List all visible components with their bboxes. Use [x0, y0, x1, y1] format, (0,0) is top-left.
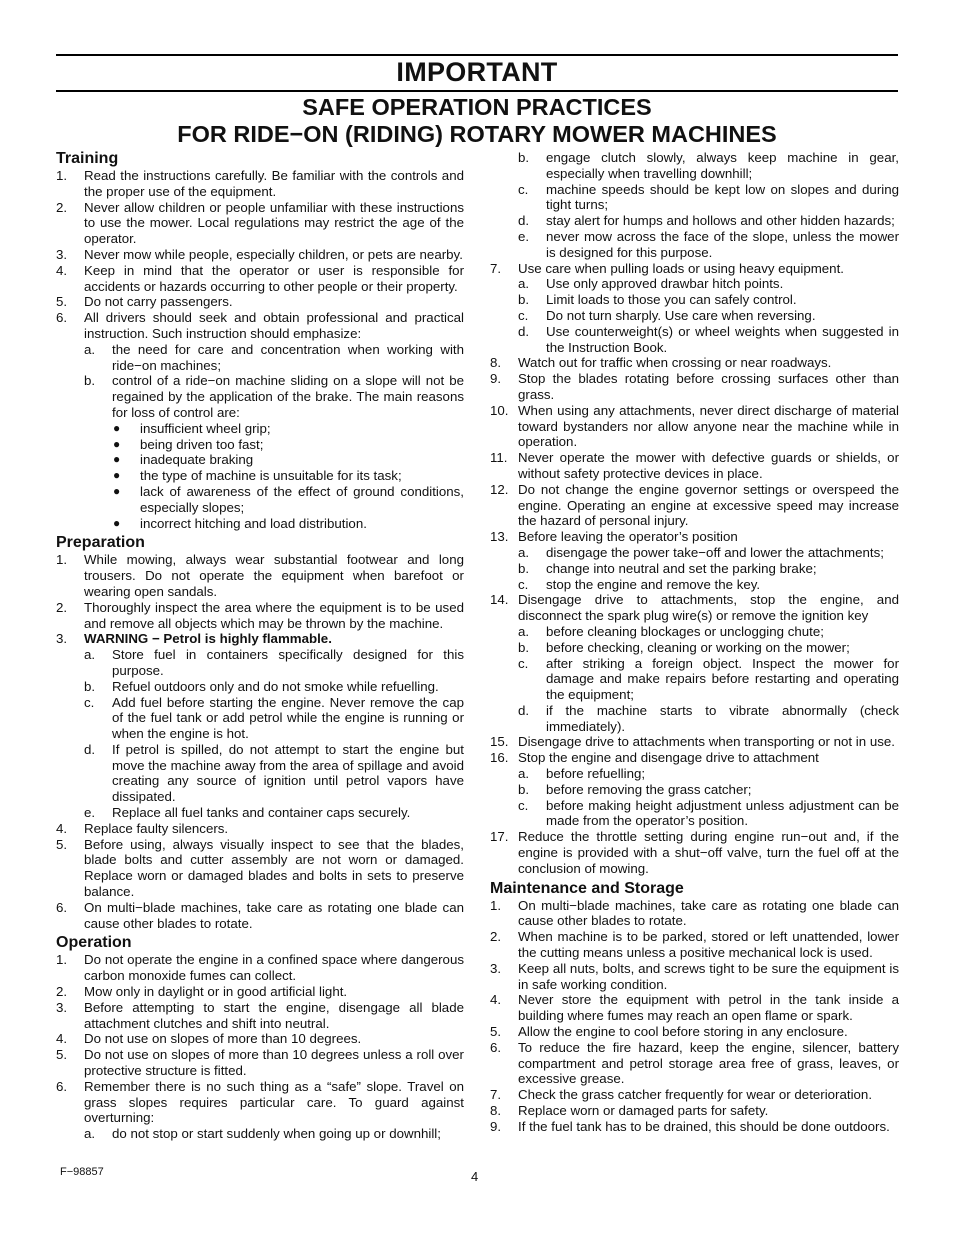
list-item: 2. Thoroughly inspect the area where the equipment is to be used and remove all objects which may be thrown by the machine. — [56, 599, 464, 631]
document-code: F−98857 — [60, 1166, 104, 1178]
bullet-item: ● being driven too fast; — [113, 436, 264, 452]
list-item: 5. Before using, always visually inspect to see that the blades, blade bolts and cutter assembly are not worn or damaged. Replace worn or damaged blades and bolts in sets to preserve balance. — [56, 836, 464, 900]
section-heading-maintenance: Maintenance and Storage — [490, 879, 684, 897]
list-item: 5. Do not carry passengers. — [56, 294, 233, 310]
list-item: 2. When machine is to be parked, stored or left unattended, lower the cutting means unless a positive mechanical lock is used. — [490, 929, 899, 961]
title-line-2: FOR RIDE−ON (RIDING) ROTARY MOWER MACHINES — [177, 121, 777, 147]
list-item: 3. WARNING − Petrol is highly flammable. — [56, 631, 332, 647]
maintenance-list — [490, 898, 899, 1135]
sub-item: b. before checking, cleaning or working on the mower; — [518, 639, 850, 655]
sub-item: a. Use only approved drawbar hitch points. — [518, 276, 784, 292]
bullet-icon: ● — [113, 483, 121, 498]
sub-item: b. Limit loads to those you can safely control. — [518, 292, 797, 308]
bullet-item: ● insufficient wheel grip; — [113, 420, 271, 436]
bullet-item: ● incorrect hitching and load distribution. — [113, 515, 367, 531]
list-item: 3. Before attempting to start the engine, disengage all blade attachment clutches and shift into neutral. — [56, 999, 464, 1031]
sub-item: d. If petrol is spilled, do not attempt to start the engine but move the machine away from the area of spillage and avoid creating any source of ignition until petrol vapors have dissipated. — [84, 741, 464, 805]
list-item: 1. Do not operate the engine in a confined space where dangerous carbon monoxide fumes can collect. — [56, 952, 464, 984]
page-title — [56, 94, 898, 148]
list-item: 16. Stop the engine and disengage drive to attachment — [490, 750, 819, 766]
section-heading-operation: Operation — [56, 934, 132, 952]
training-list — [56, 168, 464, 531]
list-item: 9. If the fuel tank has to be drained, this should be done outdoors. — [490, 1118, 890, 1134]
preparation-list — [56, 552, 464, 931]
bullet-item: ● lack of awareness of the effect of ground conditions, especially slopes; — [113, 483, 464, 515]
list-item: 4. Do not use on slopes of more than 10 degrees. — [56, 1031, 362, 1047]
list-item: 6. Remember there is no such thing as a “safe” slope. Travel on grass slopes requires particular care. To guard against overturning: — [56, 1078, 464, 1126]
petrol-warning: WARNING − Petrol is highly flammable. — [84, 631, 332, 647]
page-number: 4 — [471, 1169, 479, 1184]
important-heading: IMPORTANT — [396, 57, 558, 87]
sub-item: c. before making height adjustment unless adjustment can be made from the operator’s position. — [518, 797, 899, 829]
sub-item: c. machine speeds should be kept low on slopes and during tight turns; — [518, 181, 899, 213]
section-heading-training: Training — [56, 150, 119, 167]
bullet-item: ● inadequate braking — [113, 452, 254, 468]
bullet-icon: ● — [113, 420, 121, 435]
list-item: 1. Read the instructions carefully. Be familiar with the controls and the proper use of the equipment. — [56, 168, 464, 199]
list-item: 5. Do not use on slopes of more than 10 degrees unless a roll over protective structure is fitted. — [56, 1047, 464, 1079]
list-item: 6. All drivers should seek and obtain professional and practical instruction. Such instruction should emphasize: — [56, 310, 464, 341]
operation-list — [56, 952, 464, 1142]
list-item: 7. Use care when pulling loads or using heavy equipment. — [490, 260, 844, 276]
sub-item: c. stop the engine and remove the key. — [518, 576, 761, 592]
list-item: 14. Disengage drive to attachments, stop the engine, and disconnect the spark plug wire(s) or remove the ignition key — [490, 592, 899, 624]
bullet-icon: ● — [113, 468, 121, 483]
right-column — [490, 150, 899, 1135]
sub-item: e. never mow across the face of the slope, unless the mower is designed for this purpose. — [518, 228, 899, 260]
operation-list-continued — [490, 150, 899, 877]
list-item: 4. Never store the equipment with petrol in the tank inside a building where fumes may reach an open flame or spark. — [490, 992, 899, 1024]
sub-item: d. if the machine starts to vibrate abnormally (check immediately). — [518, 702, 899, 734]
section-heading-preparation: Preparation — [56, 534, 145, 552]
list-item: 10. When using any attachments, never direct discharge of material toward bystanders nor allow anyone near the machine while in operation. — [490, 402, 899, 450]
list-item: 7. Check the grass catcher frequently for wear or deterioration. — [490, 1087, 873, 1103]
bullet-icon: ● — [113, 515, 121, 530]
list-item: 4. Keep in mind that the operator or user is responsible for accidents or hazards occurring to other people or their property. — [56, 262, 464, 294]
heading-rule — [56, 90, 898, 92]
sub-item: b. control of a ride−on machine sliding on a slope will not be regained by the application of the brake. The main reasons for loss of control are: — [84, 373, 464, 420]
sub-item: d. stay alert for humps and hollows and other hidden hazards; — [518, 213, 895, 229]
title-line-1: SAFE OPERATION PRACTICES — [302, 94, 652, 120]
list-item: 15. Disengage drive to attachments when transporting or not in use. — [490, 734, 895, 750]
list-item: 3. Keep all nuts, bolts, and screws tight to be sure the equipment is in safe working condition. — [490, 960, 899, 992]
list-item: 11. Never operate the mower with defective guards or shields, or without safety protective devices in place. — [490, 450, 899, 481]
list-item: 6. To reduce the fire hazard, keep the engine, silencer, battery compartment and petrol storage area free of grass, leaves, or excessive grease. — [490, 1039, 899, 1087]
list-item: 12. Do not change the engine governor settings or overspeed the engine. Operating an engine at excessive speed may increase the hazard of personal injury. — [490, 481, 899, 529]
sub-item: a. disengage the power take−off and lower the attachments; — [518, 544, 884, 560]
sub-item: a. before cleaning blockages or unclogging chute; — [518, 623, 824, 639]
bullet-item: ● the type of machine is unsuitable for its task; — [113, 468, 402, 484]
sub-item: b. before removing the grass catcher; — [518, 781, 752, 797]
list-item: 17. Reduce the throttle setting during engine run−out and, if the engine is provided with a shut−off valve, turn the fuel off at the conclusion of mowing. — [490, 829, 899, 876]
list-item: 9. Stop the blades rotating before crossing surfaces other than grass. — [490, 371, 899, 402]
list-item: 2. Never allow children or people unfamiliar with these instructions to use the mower. Local regulations may restrict the age of the operator. — [56, 199, 464, 247]
sub-item: a. Store fuel in containers specifically designed for this purpose. — [84, 647, 464, 678]
sub-item: b. engage clutch slowly, always keep machine in gear, especially when travelling downhill; — [518, 150, 899, 181]
sub-item: c. after striking a foreign object. Inspect the mower for damage and make repairs before restarting and operating the equipment; — [518, 655, 899, 703]
sub-item: a. the need for care and concentration when working with ride−on machines; — [84, 341, 464, 373]
sub-item: c. Do not turn sharply. Use care when reversing. — [518, 307, 816, 323]
sub-item: b. change into neutral and set the parking brake; — [518, 560, 817, 576]
list-item: 8. Replace worn or damaged parts for safety. — [490, 1103, 769, 1119]
sub-item: c. Add fuel before starting the engine. Never remove the cap of the fuel tank or add petrol while the engine is running or when the engine is hot. — [84, 694, 464, 742]
list-item: 1. While mowing, always wear substantial footwear and long trousers. Do not operate the equipment when barefoot or wearing open sandals. — [56, 552, 464, 599]
sub-item: d. Use counterweight(s) or wheel weights when suggested in the Instruction Book. — [518, 323, 899, 355]
list-item: 1. On multi−blade machines, take care as rotating one blade can cause other blades to rotate. — [490, 897, 899, 929]
list-item: 3. Never mow while people, especially children, or pets are nearby. — [56, 246, 463, 262]
list-item: 8. Watch out for traffic when crossing or near roadways. — [490, 355, 832, 371]
left-column — [56, 149, 464, 1142]
list-item: 4. Replace faulty silencers. — [56, 820, 229, 836]
sub-item: a. do not stop or start suddenly when going up or downhill; — [84, 1126, 441, 1142]
list-item: 2. Mow only in daylight or in good artificial light. — [56, 984, 348, 1000]
sub-item: b. Refuel outdoors only and do not smoke while refuelling. — [84, 678, 439, 694]
list-item: 5. Allow the engine to cool before storing in any enclosure. — [490, 1024, 848, 1040]
list-item: 6. On multi−blade machines, take care as rotating one blade can cause other blades to rotate. — [56, 899, 464, 931]
bullet-icon: ● — [113, 436, 121, 451]
bullet-icon: ● — [113, 452, 121, 467]
sub-item: a. before refuelling; — [518, 766, 646, 782]
sub-item: e. Replace all fuel tanks and container caps securely. — [84, 805, 411, 821]
list-item: 13. Before leaving the operator’s position — [490, 529, 738, 545]
